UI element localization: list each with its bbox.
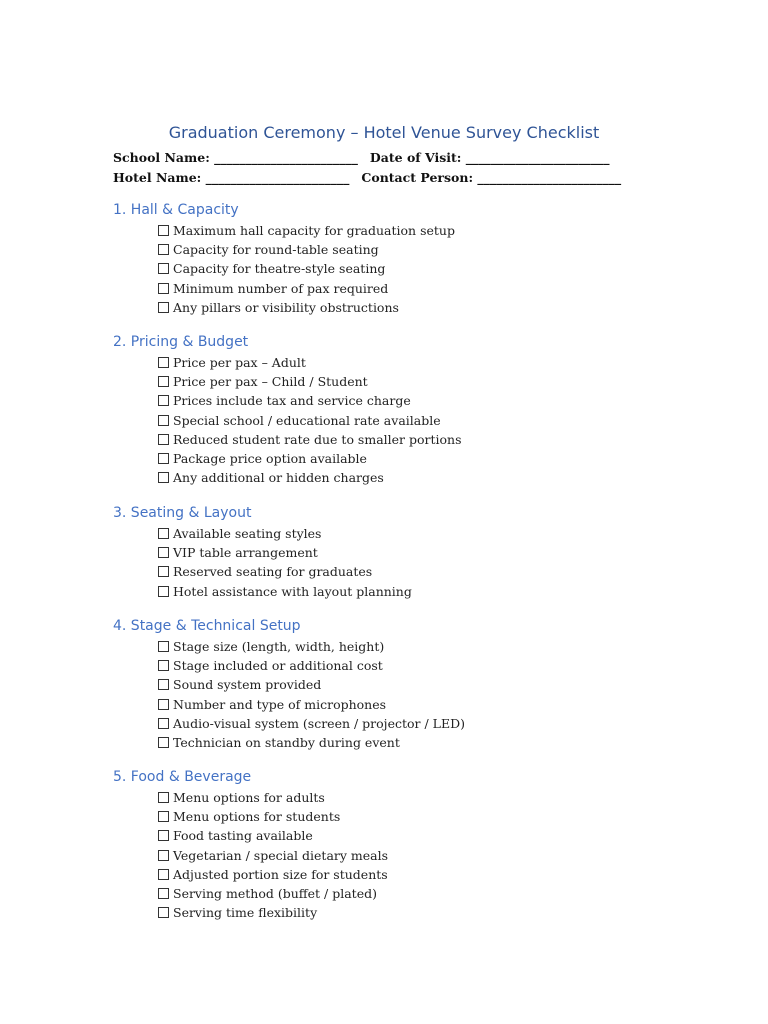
checklist-item <box>158 524 713 543</box>
checkbox-icon[interactable] <box>158 586 169 597</box>
checklist-item <box>158 279 713 298</box>
checklist-item-label: Reserved seating for graduates <box>173 564 373 580</box>
checklist-item <box>158 865 713 884</box>
checkbox-icon[interactable] <box>158 472 169 483</box>
checkbox-icon[interactable] <box>158 737 169 748</box>
checklist-item <box>158 733 713 752</box>
section-stage-technical <box>113 615 713 752</box>
checklist-item-label: Any pillars or visibility obstructions <box>173 299 399 315</box>
checkbox-icon[interactable] <box>158 376 169 387</box>
checklist-item <box>158 391 713 410</box>
checkbox-icon[interactable] <box>158 263 169 274</box>
checkbox-icon[interactable] <box>158 244 169 255</box>
checklist-item <box>158 468 713 487</box>
checklist-item <box>158 846 713 865</box>
checklist-item <box>158 695 713 714</box>
checklist <box>113 221 713 317</box>
checklist-item <box>158 449 713 468</box>
checkbox-icon[interactable] <box>158 566 169 577</box>
checklist-item-label: Food tasting available <box>173 828 313 844</box>
checkbox-icon[interactable] <box>158 679 169 690</box>
checkbox-icon[interactable] <box>158 869 169 880</box>
contact-person-field: Contact Person: _______________________ <box>361 170 622 185</box>
checklist <box>113 637 713 752</box>
checklist-item-label: Adjusted portion size for students <box>173 866 388 882</box>
checkbox-icon[interactable] <box>158 415 169 426</box>
checkbox-icon[interactable] <box>158 792 169 803</box>
checklist-item-label: Price per pax – Adult <box>173 355 306 370</box>
checkbox-icon[interactable] <box>158 434 169 445</box>
checklist-item <box>158 259 713 278</box>
checklist-item-label: Serving method (buffet / plated) <box>173 885 377 901</box>
checklist-item-label: Stage size (length, width, height) <box>173 639 385 654</box>
checklist-item-label: Number and type of microphones <box>173 696 387 712</box>
header-row-school <box>113 150 610 165</box>
checkbox-icon[interactable] <box>158 850 169 861</box>
checklist-item <box>158 372 713 391</box>
checkbox-icon[interactable] <box>158 888 169 899</box>
checklist-item <box>158 430 713 449</box>
section-seating-layout <box>113 502 713 601</box>
checklist-item <box>158 637 713 656</box>
checklist-item-label: Menu options for students <box>173 809 341 825</box>
checklist-item-label: Hotel assistance with layout planning <box>173 583 412 599</box>
document-title: Graduation Ceremony – Hotel Venue Survey Checklist <box>168 123 600 142</box>
checklist-item-label: Special school / educational rate available <box>173 412 441 428</box>
checklist-item <box>158 240 713 259</box>
header-row-hotel <box>113 170 621 185</box>
checkbox-icon[interactable] <box>158 395 169 406</box>
checklist-item-label: Price per pax – Child / Student <box>173 374 368 390</box>
checkbox-icon[interactable] <box>158 641 169 652</box>
checklist-item-label: Prices include tax and service charge <box>173 393 411 409</box>
checkbox-icon[interactable] <box>158 907 169 918</box>
hotel-name-field: Hotel Name: _______________________ <box>113 170 350 185</box>
checklist-item-label: VIP table arrangement <box>173 545 318 561</box>
checklist-item <box>158 675 713 694</box>
checklist-item <box>158 903 713 922</box>
checkbox-icon[interactable] <box>158 357 169 368</box>
checkbox-icon[interactable] <box>158 830 169 841</box>
checklist-item-label: Audio-visual system (screen / projector / LED) <box>173 715 465 731</box>
checkbox-icon[interactable] <box>158 225 169 236</box>
checklist-item <box>158 884 713 903</box>
checkbox-icon[interactable] <box>158 699 169 710</box>
checklist-item-label: Technician on standby during event <box>173 734 400 750</box>
section-heading: 2. Pricing & Budget <box>113 334 249 350</box>
checklist-item <box>158 411 713 430</box>
checklist-item <box>158 656 713 675</box>
section-heading: 1. Hall & Capacity <box>113 202 239 218</box>
section-pricing-budget <box>113 331 713 487</box>
checklist-item-label: Capacity for round-table seating <box>173 242 379 258</box>
checklist-item-label: Maximum hall capacity for graduation setup <box>173 223 455 238</box>
checklist-item-label: Stage included or additional cost <box>173 658 383 674</box>
section-heading: 5. Food & Beverage <box>113 769 252 785</box>
checklist-item-label: Vegetarian / special dietary meals <box>173 847 389 863</box>
checklist <box>113 353 713 487</box>
checklist-item <box>158 788 713 807</box>
checklist-item-label: Capacity for theatre-style seating <box>173 261 386 277</box>
checklist-item <box>158 807 713 826</box>
checkbox-icon[interactable] <box>158 528 169 539</box>
checklist-item <box>158 714 713 733</box>
checkbox-icon[interactable] <box>158 811 169 822</box>
checklist-item-label: Available seating styles <box>173 526 322 541</box>
checkbox-icon[interactable] <box>158 660 169 671</box>
checklist-item <box>158 353 713 372</box>
section-food-beverage <box>113 766 713 922</box>
checklist <box>113 524 713 601</box>
checklist-item-label: Minimum number of pax required <box>173 280 389 296</box>
date-of-visit-field: Date of Visit: _______________________ <box>369 150 610 165</box>
checkbox-icon[interactable] <box>158 302 169 313</box>
checkbox-icon[interactable] <box>158 453 169 464</box>
checklist-item <box>158 543 713 562</box>
checklist <box>113 788 713 922</box>
section-hall-capacity <box>113 199 713 317</box>
checkbox-icon[interactable] <box>158 283 169 294</box>
section-heading: 4. Stage & Technical Setup <box>113 618 301 634</box>
checklist-item <box>158 298 713 317</box>
checklist-item <box>158 582 713 601</box>
checklist-item-label: Reduced student rate due to smaller portions <box>173 431 462 447</box>
checklist-item <box>158 826 713 845</box>
checklist-item-label: Menu options for adults <box>173 790 325 805</box>
checkbox-icon[interactable] <box>158 547 169 558</box>
school-name-field: School Name: _______________________ <box>113 150 358 165</box>
checklist-item-label: Any additional or hidden charges <box>173 470 384 486</box>
section-heading: 3. Seating & Layout <box>113 505 252 521</box>
checklist-item-label: Package price option available <box>173 450 367 466</box>
checklist-item <box>158 562 713 581</box>
checklist-item-label: Sound system provided <box>173 677 322 693</box>
checkbox-icon[interactable] <box>158 718 169 729</box>
checklist-item-label: Serving time flexibility <box>173 905 318 921</box>
checklist-item <box>158 221 713 240</box>
